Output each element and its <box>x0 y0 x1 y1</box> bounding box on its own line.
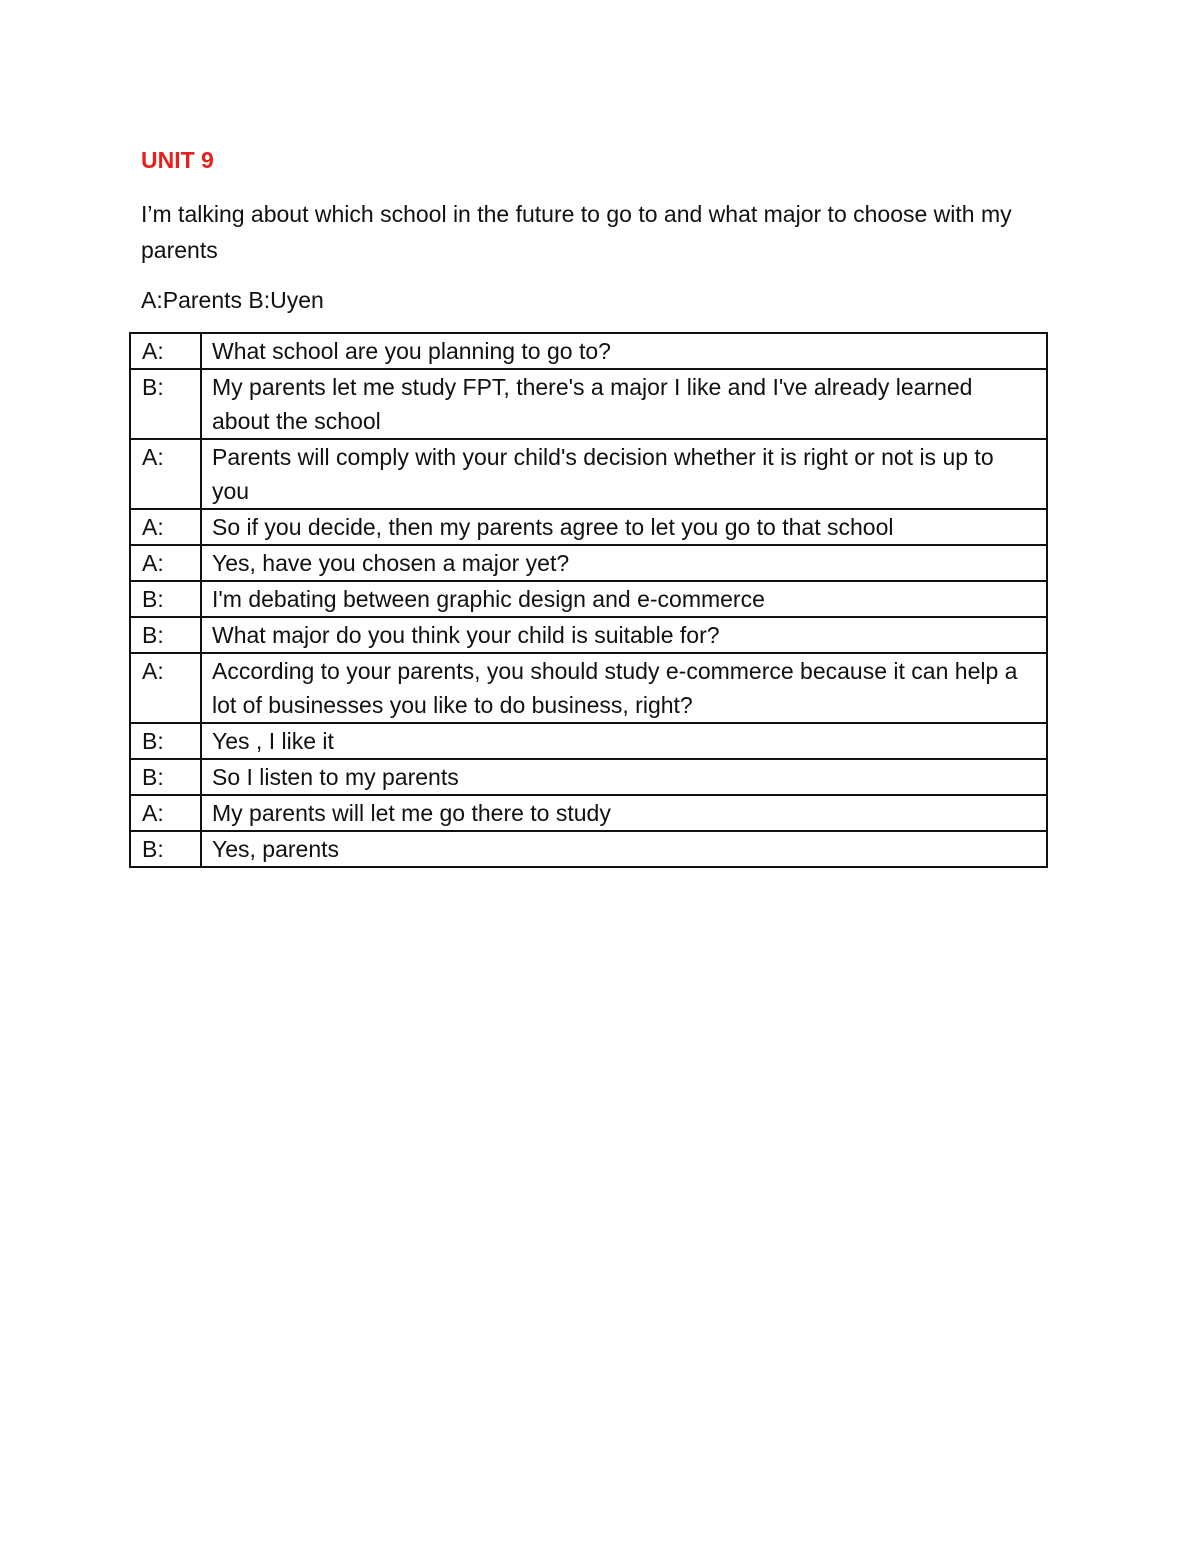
table-row <box>130 369 1047 439</box>
unit-title: UNIT 9 <box>141 147 214 173</box>
table-row <box>130 831 1047 867</box>
table-row <box>130 759 1047 795</box>
table-row <box>130 333 1047 369</box>
speaker-cell: B: <box>130 617 201 653</box>
dialogue-line-cell: What school are you planning to go to? <box>201 333 1047 369</box>
table-row <box>130 795 1047 831</box>
speaker-cell: A: <box>130 545 201 581</box>
dialogue-line-cell: Yes, have you chosen a major yet? <box>201 545 1047 581</box>
dialogue-line-cell: According to your parents, you should study e-commerce because it can help a lot of businesses you like to do business, right? <box>201 653 1047 723</box>
table-row <box>130 653 1047 723</box>
dialogue-line-cell: So if you decide, then my parents agree to let you go to that school <box>201 509 1047 545</box>
speaker-cell: A: <box>130 509 201 545</box>
dialogue-line-cell: I'm debating between graphic design and e-commerce <box>201 581 1047 617</box>
speaker-cell: B: <box>130 369 201 439</box>
speaker-cell: B: <box>130 759 201 795</box>
dialogue-line-cell: What major do you think your child is suitable for? <box>201 617 1047 653</box>
dialogue-line-cell: So I listen to my parents <box>201 759 1047 795</box>
table-row <box>130 723 1047 759</box>
table-row <box>130 545 1047 581</box>
dialogue-table <box>129 332 1048 868</box>
dialogue-line-cell: My parents let me study FPT, there's a major I like and I've already learned about the school <box>201 369 1047 439</box>
dialogue-line-cell: Yes, parents <box>201 831 1047 867</box>
table-row <box>130 617 1047 653</box>
speaker-cell: A: <box>130 439 201 509</box>
speaker-cell: A: <box>130 333 201 369</box>
dialogue-line-cell: Parents will comply with your child's decision whether it is right or not is up to you <box>201 439 1047 509</box>
table-row <box>130 509 1047 545</box>
speaker-cell: A: <box>130 795 201 831</box>
speaker-cell: A: <box>130 653 201 723</box>
speaker-cell: B: <box>130 581 201 617</box>
intro-paragraph: I’m talking about which school in the future to go to and what major to choose with my parents <box>141 201 1012 263</box>
dialogue-line-cell: Yes , I like it <box>201 723 1047 759</box>
table-row <box>130 439 1047 509</box>
dialogue-line-cell: My parents will let me go there to study <box>201 795 1047 831</box>
speaker-cell: B: <box>130 723 201 759</box>
table-row <box>130 581 1047 617</box>
speaker-cell: B: <box>130 831 201 867</box>
roles-line: A:Parents B:Uyen <box>141 287 324 313</box>
